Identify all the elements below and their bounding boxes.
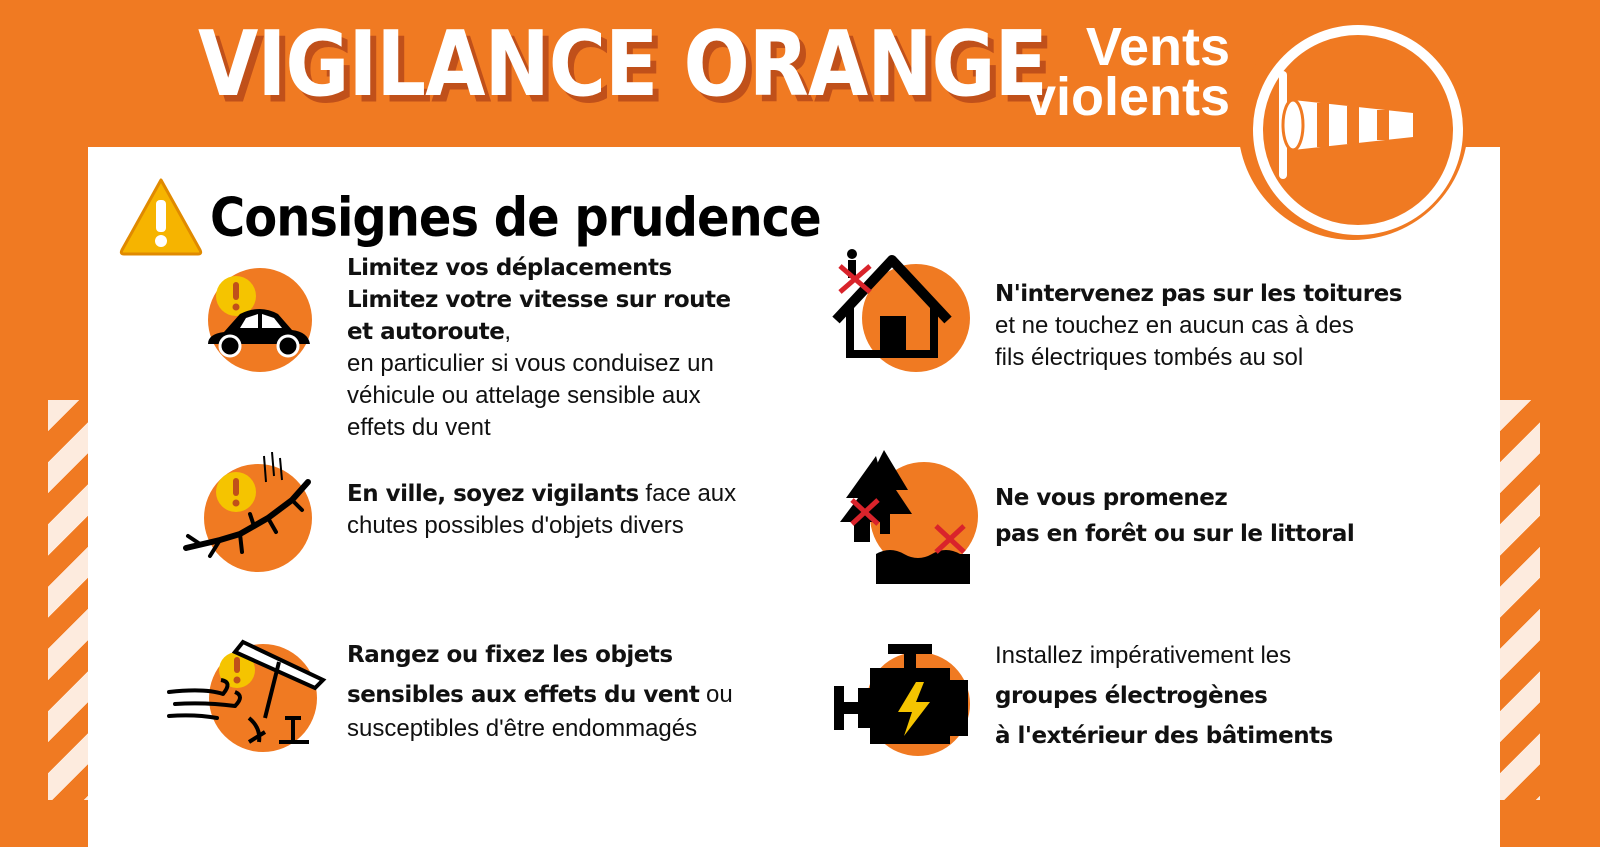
advice-roof-text <box>995 278 1402 374</box>
subtitle-line-1: Vents <box>1085 17 1230 77</box>
windsock-icon <box>1263 35 1443 215</box>
falling-branch-icon <box>180 452 320 577</box>
travel-regular-1: en particulier si vous conduisez un <box>347 350 714 377</box>
objects-bold-2: sensibles aux effets du vent <box>347 682 700 708</box>
roof-house-icon <box>828 246 978 376</box>
roof-regular-2: fils électriques tombés au sol <box>995 344 1304 371</box>
generator-engine-icon <box>830 640 980 760</box>
section-title: Consignes de prudence <box>210 186 821 249</box>
forest-coast-icon <box>824 450 980 590</box>
flying-objects-icon <box>165 632 330 762</box>
advice-forest-text <box>995 480 1354 552</box>
advice-travel-text <box>347 252 731 444</box>
warning-triangle-icon <box>118 176 204 256</box>
header-subtitle <box>1015 17 1230 127</box>
travel-bold-2: Limitez votre vitesse sur route <box>347 287 731 313</box>
objects-regular-1: susceptibles d'être endommagés <box>347 715 698 742</box>
travel-bold-1: Limitez vos déplacements <box>347 255 672 281</box>
travel-bold-suffix: , <box>504 318 512 345</box>
header-title: VIGILANCE ORANGE <box>198 13 1047 117</box>
forest-bold-2: pas en forêt ou sur le littoral <box>995 521 1355 547</box>
generator-bold-2: à l'extérieur des bâtiments <box>995 723 1333 749</box>
windsock-badge <box>1238 10 1468 240</box>
city-inline: face aux <box>638 480 737 507</box>
generator-bold-1: groupes électrogènes <box>995 683 1268 709</box>
travel-regular-2: véhicule ou attelage sensible aux <box>347 382 701 409</box>
left-hazard-stripes <box>48 400 88 800</box>
objects-inline: ou <box>699 681 733 708</box>
city-bold: En ville, soyez vigilants <box>347 481 639 507</box>
objects-bold-1: Rangez ou fixez les objets <box>347 642 673 668</box>
travel-regular-3: effets du vent <box>347 414 491 441</box>
generator-regular: Installez impérativement les <box>995 642 1292 669</box>
advice-objects-text <box>347 635 733 743</box>
roof-bold: N'intervenez pas sur les toitures <box>995 281 1402 307</box>
city-regular-1: chutes possibles d'objets divers <box>347 512 684 539</box>
advice-generator-text <box>995 636 1333 756</box>
forest-bold-1: Ne vous promenez <box>995 485 1228 511</box>
travel-bold-3: et autoroute <box>347 319 505 345</box>
roof-regular-1: et ne touchez en aucun cas à des <box>995 312 1354 339</box>
car-warning-icon <box>200 262 316 378</box>
right-hazard-stripes <box>1500 400 1540 800</box>
subtitle-line-2: violents <box>1025 67 1230 127</box>
advice-city-text <box>347 478 736 542</box>
